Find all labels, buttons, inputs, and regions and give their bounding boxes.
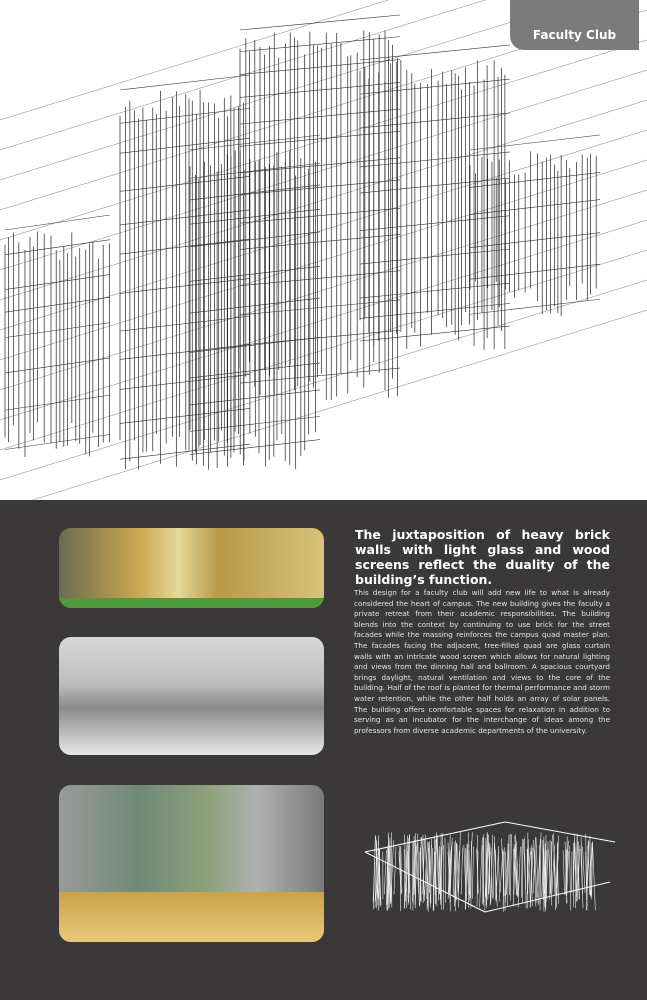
exterior-render-image (59, 528, 324, 608)
project-title-tab (510, 0, 639, 50)
description-text: This design for a faculty club will add new life to what is already considered the heart of campus. The new building gives the faculty a private retreat from their academic responsibilities. The building blends into the context by continuing to use brick for the street facades while the massing reinforces the campus quad master plan. The facades facing the adjacent, tree-filled quad are glass curtain walls with an intricate wood screen which allows for natural lighting and views from the dinning hall and ballroom. A spacious courtyard brings daylight, natural ventilation and views to the core of the building. Half of the roof is planted for thermal performance and storm water retention, while the other half holds an array of solar panels. The building offers comfortable spaces for relaxation in addition to serving as an incubator for the interchange of ideas among the professors from diverse academic departments of the university. (354, 588, 610, 735)
hand-sketch-image (355, 812, 625, 927)
description-panel (0, 500, 647, 1000)
interior-render-image (59, 785, 324, 942)
headline: The juxtaposition of heavy brick walls with light glass and wood screens reflect the duality of the building’s function. (355, 527, 610, 587)
project-title: Faculty Club (532, 28, 617, 42)
exterior-bw-render-image (59, 637, 324, 755)
